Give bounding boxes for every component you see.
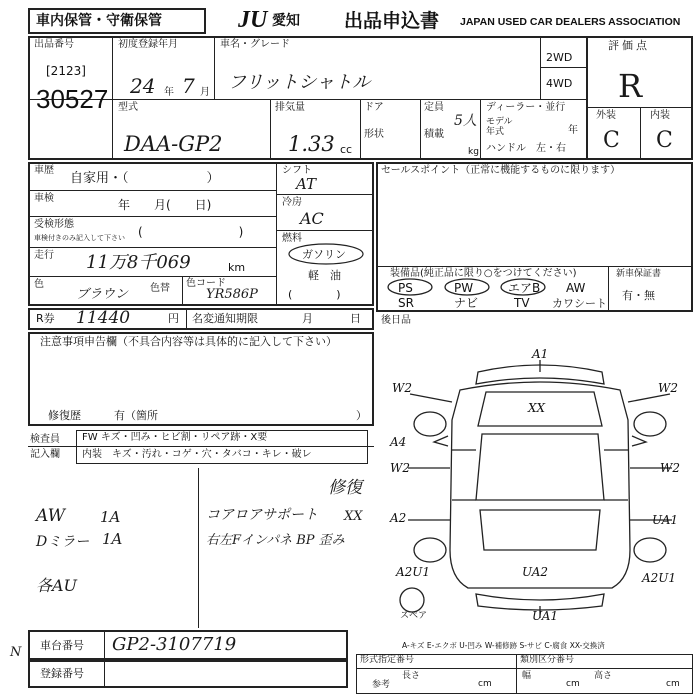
shift-value: AT — [296, 175, 317, 193]
fuel-other: ( ) — [288, 288, 341, 301]
side-mark: N — [10, 645, 22, 660]
equip-circles — [380, 278, 610, 298]
equip-sr: SR — [398, 296, 414, 310]
repair-label: 修復歴 — [48, 409, 81, 422]
equip-navi: ナビ — [454, 296, 479, 310]
type-cert-label: 形式指定番号 — [360, 655, 415, 665]
repair-close: ） — [356, 409, 367, 422]
cooling-label: 冷房 — [282, 197, 302, 208]
diag-label-left-pillar: A4 — [390, 435, 407, 449]
equip-leather: カワシート — [552, 297, 607, 310]
disp-value: 1.33 — [288, 132, 335, 156]
hw-mirror: Dミラー — [36, 534, 90, 550]
chassis-label: 車台番号 — [40, 639, 84, 652]
hw-repair-title: 修復 — [328, 478, 362, 498]
sales-title: セールスポイント（正常に機能するものに限ります） — [381, 165, 621, 176]
equip-aw: AW — [566, 281, 586, 295]
int-value: C — [656, 128, 673, 153]
association-name: JAPAN USED CAR DEALERS ASSOCIATION — [460, 16, 681, 28]
inspection-label: 車検 — [34, 193, 54, 204]
model-value: DAA-GP2 — [124, 132, 223, 156]
drive-4wd: 4WD — [546, 77, 573, 90]
inspection-value: 年 月( 日) — [118, 198, 212, 212]
diag-label-hood: XX — [528, 401, 546, 415]
capacity-value: 5人 — [454, 113, 477, 129]
hw-core-mark: XX — [344, 509, 363, 524]
car-diagram — [390, 347, 690, 623]
reg-month-unit: 月 — [200, 87, 210, 98]
deadline-day: 日 — [350, 312, 361, 325]
mileage-label: 走行 — [34, 250, 54, 261]
diag-label-fr: W2 — [658, 381, 678, 395]
mileage-unit: km — [228, 261, 246, 274]
diag-label-left-door: W2 — [390, 461, 410, 475]
fuel-diesel: 軽 油 — [308, 269, 341, 282]
color-value: ブラウン — [76, 287, 129, 302]
class-label: 類別区分番号 — [520, 655, 575, 665]
remarks-label: 後日品 — [381, 315, 411, 326]
width-unit: cm — [566, 679, 580, 689]
diag-label-right-rear: UA1 — [652, 513, 679, 527]
inspector-label1: 検査員 — [30, 434, 60, 445]
height-unit: cm — [666, 679, 680, 689]
drive-2wd: 2WD — [546, 51, 573, 64]
warranty-title: 新車保証書 — [616, 269, 662, 279]
hw-mirror-mark: 1A — [102, 530, 123, 548]
length-label: 長さ — [402, 671, 421, 681]
warranty-value: 有・無 — [622, 289, 655, 302]
color-code-value: YR586P — [206, 287, 258, 302]
deadline-month: 月 — [302, 312, 313, 325]
cooling-value: AC — [300, 209, 324, 228]
equip-ps: PS — [398, 281, 413, 295]
ext-value: C — [603, 128, 620, 153]
diag-label-front: A1 — [532, 347, 549, 361]
color-code-label: 色コード — [186, 278, 226, 289]
recycle-value: 11440 — [76, 308, 131, 328]
ext-label: 外装 — [596, 110, 616, 121]
diag-label-rear: UA1 — [532, 609, 559, 623]
disp-label: 排気量 — [275, 102, 305, 113]
grade-value: R — [618, 67, 643, 105]
ref-label: 参考 — [372, 680, 391, 690]
height-label: 高さ — [594, 671, 613, 681]
spare-label: スペア — [400, 611, 428, 621]
model-label: 型式 — [118, 102, 138, 113]
lot-label: 出品番号 — [34, 39, 74, 50]
shift-label: シフト — [282, 165, 312, 176]
hw-core: コアロアサポート — [206, 507, 318, 523]
door-label: ドア — [364, 102, 384, 113]
inspector-ext-row: FW キズ・凹み・ヒビ割・リペア跡・X要 — [82, 432, 268, 443]
capacity-label: 定員 — [424, 102, 444, 113]
notes-title: 注意事項申告欄（不具合内容等は具体的に記入して下さい） — [40, 335, 337, 348]
load-label: 積載 — [424, 129, 444, 140]
reg-label: 初度登録年月 — [118, 39, 178, 50]
diag-label-rl: A2U1 — [396, 565, 431, 579]
equip-title: 装備品(純正品に限り○をつけてください) — [390, 268, 577, 279]
name-label: 車名・グレード — [220, 39, 290, 50]
diagram-legend: A-キズ E-エクボ U-凹み W-補修跡 S-サビ C-腐食 XX-交換済 — [402, 641, 605, 650]
lot-sub: [2123] — [46, 64, 86, 78]
diag-label-left-rear: A2 — [390, 511, 407, 525]
diag-label-fl: W2 — [392, 381, 412, 395]
storage-tag: 車内保管・守衛保管 — [36, 13, 162, 29]
equip-pw: PW — [454, 281, 474, 295]
equip-tv: TV — [514, 296, 530, 310]
acceptance-sub: 車検付きのみ記入して下さい — [34, 234, 125, 242]
reg-year-unit: 年 — [164, 87, 174, 98]
hw-aw-mark: 1A — [100, 508, 121, 526]
reg-year: 24 — [130, 74, 156, 98]
ju-logo: JU — [238, 7, 268, 33]
grade-label: 評価点 — [608, 39, 650, 52]
width-label: 幅 — [522, 671, 532, 681]
fuel-label: 燃料 — [282, 233, 302, 244]
form-title: 出品申込書 — [344, 10, 440, 32]
deadline-label: 名変通知期限 — [192, 312, 258, 325]
diag-label-rr: A2U1 — [642, 571, 677, 585]
hw-all: 各AU — [36, 576, 78, 595]
hw-inner: 右左Fインパネ BP 歪み — [206, 533, 345, 548]
hw-aw: AW — [36, 506, 66, 526]
lot-number: 30527 — [36, 84, 109, 114]
mileage-value: 11万8千069 — [86, 252, 191, 273]
acceptance-label: 受検形態 — [34, 219, 74, 230]
color-change-label: 色替 — [150, 283, 170, 294]
reg-month: 7 — [182, 74, 195, 98]
diag-label-right-door: W2 — [660, 461, 680, 475]
equip-airbag: エアB — [508, 281, 541, 295]
chassis-value: GP2-3107719 — [112, 634, 237, 655]
recycle-unit: 円 — [168, 312, 179, 325]
repair-value: 有（箇所 — [114, 409, 158, 422]
disp-unit: cc — [340, 143, 353, 156]
recycle-label: R券 — [36, 312, 55, 325]
handle-label: ハンドル 左・右 — [486, 143, 566, 154]
shape-label: 形状 — [364, 129, 384, 140]
region-name: 愛知 — [272, 13, 300, 29]
model-year-unit: 年 — [568, 125, 578, 136]
reg-num-label: 登録番号 — [40, 667, 84, 680]
inspector-int-row: 内装 キズ・汚れ・コゲ・穴・タバコ・キレ・破レ — [82, 449, 312, 460]
diag-label-trunk: UA2 — [522, 565, 549, 579]
load-unit: kg — [468, 147, 479, 157]
model-year-label: モデル 年式 — [486, 117, 513, 137]
history-label: 車歴 — [34, 165, 54, 176]
color-label: 色 — [34, 279, 44, 290]
length-unit: cm — [478, 679, 492, 689]
history-value: 自家用・（ ） — [70, 171, 220, 186]
inspector-label2: 記入欄 — [30, 449, 60, 460]
car-name: フリットシャトル — [228, 72, 371, 93]
acceptance-value: ( ) — [138, 225, 244, 239]
int-label: 内装 — [650, 110, 670, 121]
fuel-gas: ガソリン — [302, 248, 346, 261]
dealer-label: ディーラー・並行 — [486, 102, 566, 113]
